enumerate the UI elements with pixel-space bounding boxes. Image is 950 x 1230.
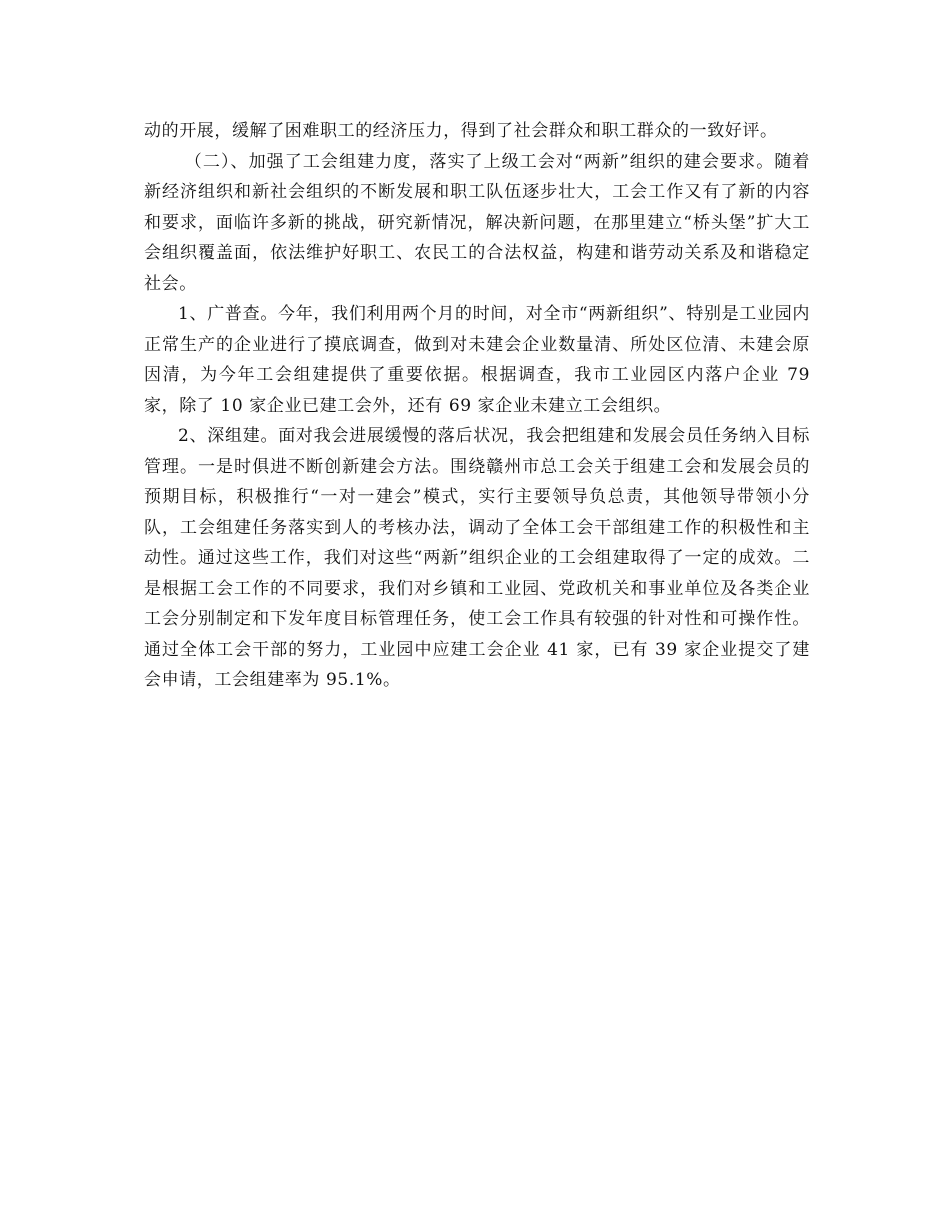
document-body [144, 116, 810, 696]
paragraph-section-two: （二）、加强了工会组建力度，落实了上级工会对“两新”组织的建会要求。随着新经济组织和新社会组织的不断发展和职工队伍逐步壮大，工会工作又有了新的内容和要求，面临许多新的挑战，研究新情况，解决新问题，在那里建立“桥头堡”扩大工会组织覆盖面，依法维护好职工、农民工的合法权益，构建和谐劳动关系及和谐稳定社会。 [144, 151, 810, 294]
paragraph-item-one: 1、广普查。今年，我们利用两个月的时间，对全市“两新组织”、特别是工业园内正常生产的企业进行了摸底调查，做到对未建会企业数量清、所处区位清、未建会原因清，为今年工会组建提供了重要依据。根据调查，我市工业园区内落户企业 79 家，除了 10 家企业已建工会外，还有 69 家企业未建立工会组织。 [144, 304, 810, 416]
paragraph-item-two: 2、深组建。面对我会进展缓慢的落后状况，我会把组建和发展会员任务纳入目标管理。一是时俱进不断创新建会方法。围绕赣州市总工会关于组建工会和发展会员的预期目标，积极推行“一对一建会”模式，实行主要领导负总责，其他领导带领小分队，工会组建任务落实到人的考核办法，调动了全体工会干部组建工作的积极性和主动性。通过这些工作，我们对这些“两新”组织企业的工会组建取得了一定的成效。二是根据工会工作的不同要求，我们对乡镇和工业园、党政机关和事业单位及各类企业工会分别制定和下发年度目标管理任务，使工会工作具有较强的针对性和可操作性。通过全体工会干部的努力，工业园中应建工会企业 41 家，已有 39 家企业提交了建会申请，工会组建率为 95.1%。 [144, 426, 810, 690]
paragraph-continuation: 动的开展，缓解了困难职工的经济压力，得到了社会群众和职工群众的一致好评。 [144, 121, 778, 141]
